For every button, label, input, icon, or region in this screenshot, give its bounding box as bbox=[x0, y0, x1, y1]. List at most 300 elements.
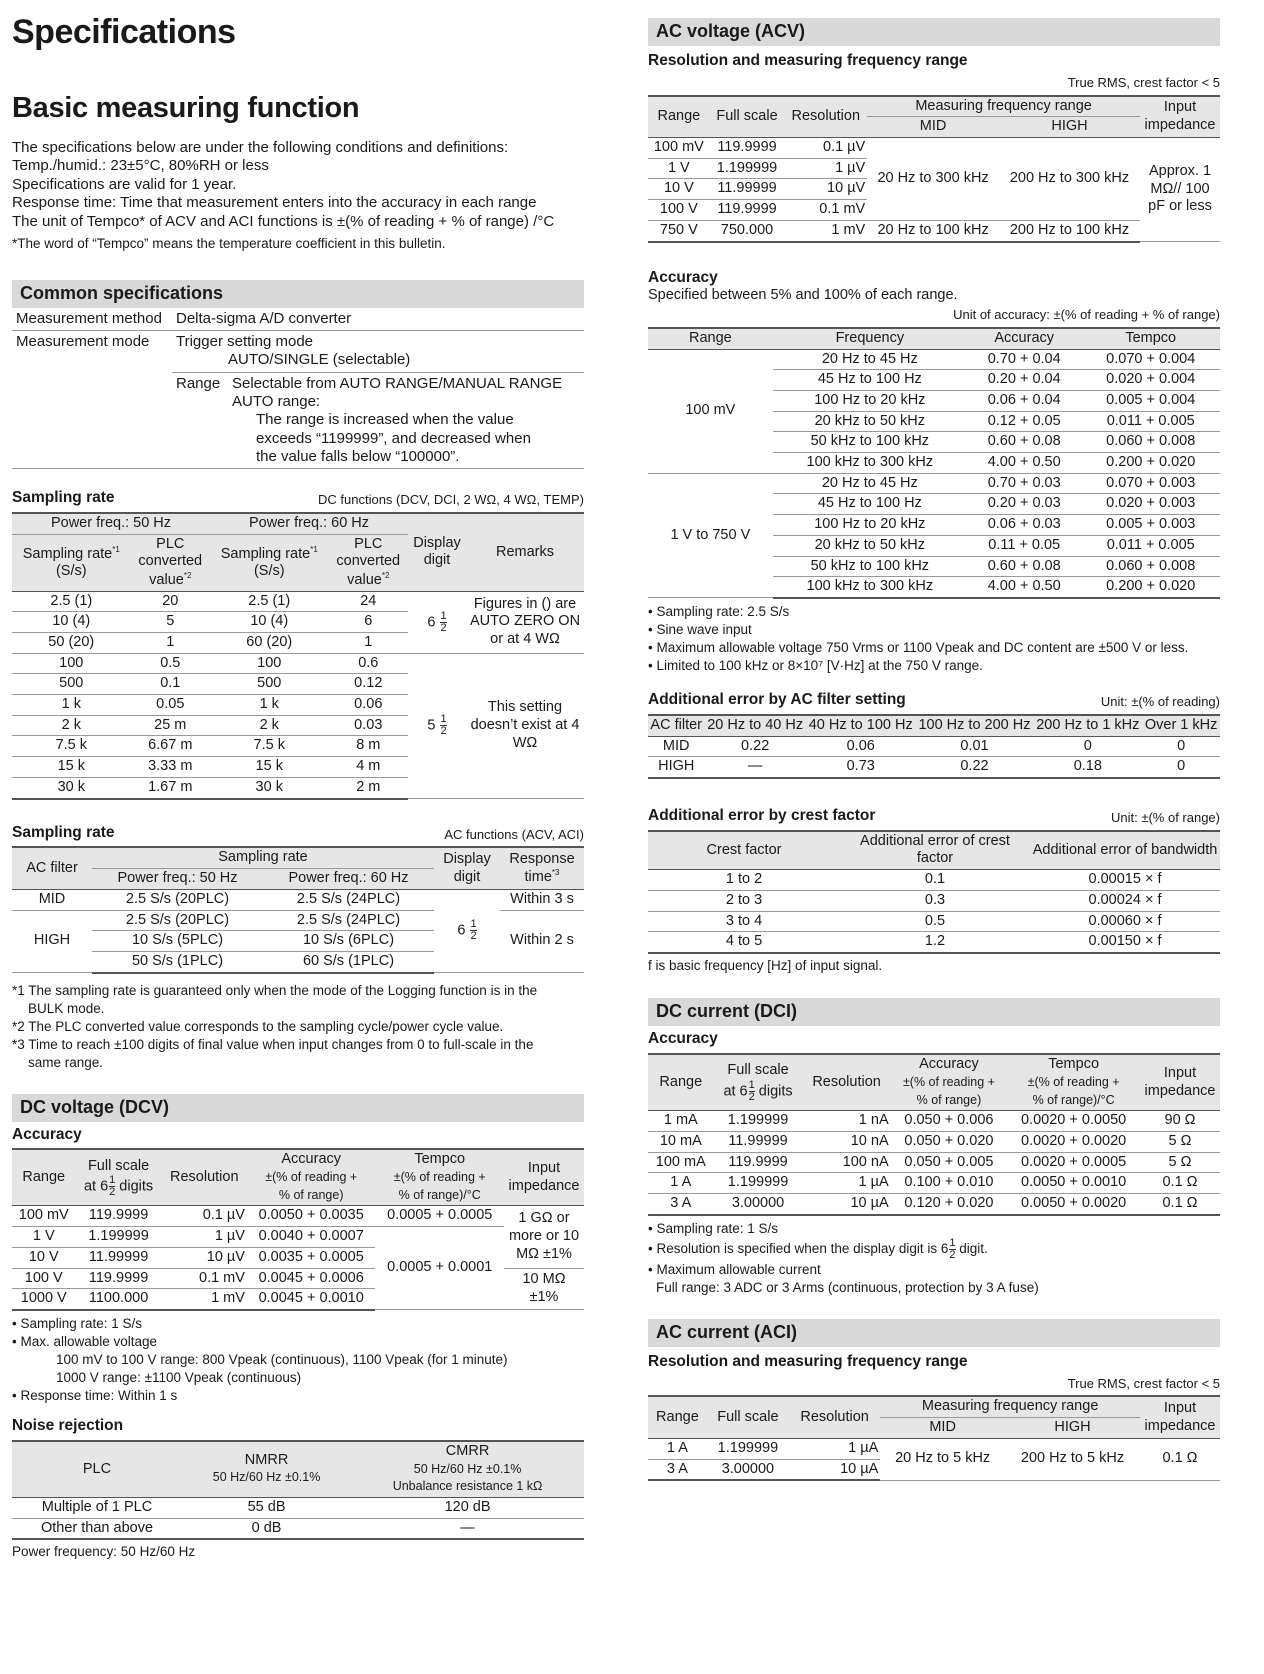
table-cell: Approx. 1 MΩ// 100 pF or less bbox=[1140, 138, 1220, 242]
table-header-cell: MID bbox=[867, 117, 999, 138]
mode-value bbox=[172, 331, 584, 373]
method-value: Delta-sigma A/D converter bbox=[172, 308, 584, 331]
text-span: digit. bbox=[959, 1240, 988, 1256]
table-cell: 0.1 mV bbox=[784, 200, 867, 221]
table-cell: 1 k bbox=[210, 695, 329, 716]
table-row bbox=[648, 1396, 1220, 1417]
table-header-cell: Input impedance bbox=[504, 1149, 584, 1206]
table-cell: 100 mV bbox=[12, 1206, 76, 1227]
table-cell: 45 Hz to 100 Hz bbox=[773, 370, 967, 391]
table-header-cell: Frequency bbox=[773, 328, 967, 349]
text-span: Unbalance resistance 1 kΩ bbox=[392, 1479, 543, 1494]
intro-line: The specifications below are under the following conditions and definitions: bbox=[12, 138, 509, 156]
aci-header: AC current (ACI) bbox=[648, 1319, 1220, 1347]
table-cell: 200 Hz to 300 kHz bbox=[999, 138, 1140, 221]
table-cell: 1 A bbox=[648, 1173, 714, 1194]
table-header-cell: Resolution bbox=[803, 1054, 891, 1111]
text-span: • Sine wave input bbox=[648, 621, 752, 637]
basic-title: Basic measuring function bbox=[12, 92, 360, 125]
text-span: • Maximum allowable current bbox=[648, 1261, 821, 1277]
crest-unit: Unit: ±(% of range) bbox=[1110, 809, 1220, 825]
table-header-cell bbox=[891, 1054, 1008, 1111]
table-cell: 1 k bbox=[12, 695, 131, 716]
table-row bbox=[648, 831, 1220, 870]
text-span: % of range)/°C bbox=[398, 1187, 481, 1202]
table-header-cell: MID bbox=[880, 1418, 1005, 1439]
table-row bbox=[648, 473, 1220, 494]
text-span: 50 Hz/60 Hz ±0.1% bbox=[413, 1461, 522, 1476]
table-cell: 0.005 + 0.004 bbox=[1081, 391, 1220, 412]
text-span: 2 bbox=[949, 1248, 956, 1261]
table-header-cell: Accuracy bbox=[967, 328, 1082, 349]
crest-title: Additional error by crest factor bbox=[648, 806, 876, 824]
table-cell: 0.00060 × f bbox=[1030, 911, 1220, 932]
table-row bbox=[648, 1111, 1220, 1132]
table-cell: 60 S/s (1PLC) bbox=[263, 951, 434, 972]
text-span: *1 bbox=[310, 544, 318, 554]
digit-cell bbox=[408, 591, 466, 653]
th-display-digit: Display digit bbox=[434, 847, 500, 889]
table-cell: 2 m bbox=[329, 777, 408, 798]
noise-title: Noise rejection bbox=[12, 1416, 124, 1434]
table-cell: 2 k bbox=[12, 715, 131, 736]
remark-cell: Figures in () are AUTO ZERO ON or at 4 WΩ bbox=[466, 591, 584, 653]
acfilter-unit: Unit: ±(% of reading) bbox=[1100, 693, 1220, 709]
sr-ac-table bbox=[12, 846, 584, 973]
table-cell: 0.020 + 0.004 bbox=[1081, 370, 1220, 391]
auto-range-label: AUTO range: bbox=[232, 392, 321, 410]
noise-table bbox=[12, 1440, 584, 1540]
th-rate bbox=[12, 534, 131, 591]
table-cell: 0.050 + 0.020 bbox=[891, 1132, 1008, 1153]
text-span: 1 bbox=[470, 918, 477, 931]
table-row bbox=[648, 220, 1220, 241]
table-cell: 750 V bbox=[648, 220, 710, 241]
table-header-cell bbox=[351, 1441, 584, 1498]
text-span: • Sampling rate: 1 S/s bbox=[648, 1220, 779, 1236]
table-cell: 10 µV bbox=[784, 179, 867, 200]
table-cell: 100 mA bbox=[648, 1152, 714, 1173]
table-cell: 2.5 S/s (24PLC) bbox=[263, 910, 434, 931]
table-cell: 0.5 bbox=[840, 911, 1030, 932]
th-pf50: Power freq.: 50 Hz bbox=[12, 513, 210, 534]
sr-ac-scope: AC functions (ACV, ACI) bbox=[444, 826, 584, 842]
table-row bbox=[648, 1132, 1220, 1153]
table-cell: 2.5 (1) bbox=[12, 591, 131, 612]
table-cell: 0 bbox=[1142, 736, 1220, 757]
table-cell: 119.9999 bbox=[76, 1268, 162, 1289]
text-span: • Sampling rate: 1 S/s bbox=[12, 1315, 143, 1331]
table-cell: 0.060 + 0.008 bbox=[1081, 556, 1220, 577]
table-header-cell: Measuring frequency range bbox=[867, 96, 1140, 117]
table-cell: 0.06 + 0.04 bbox=[967, 391, 1082, 412]
table-cell: 0.06 bbox=[329, 695, 408, 716]
table-cell: 2.5 S/s (20PLC) bbox=[92, 889, 263, 910]
table-cell: 119.9999 bbox=[710, 200, 785, 221]
table-cell: 3 A bbox=[648, 1459, 707, 1480]
dcv-header: DC voltage (DCV) bbox=[12, 1094, 584, 1122]
table-cell: — bbox=[351, 1518, 584, 1539]
table-cell: 0.22 bbox=[704, 736, 805, 757]
table-header-cell bbox=[1007, 1054, 1140, 1111]
table-cell: 0.0045 + 0.0010 bbox=[247, 1289, 376, 1310]
table-cell: 1.67 m bbox=[131, 777, 210, 798]
table-cell: 0.1 µV bbox=[784, 138, 867, 159]
trigger-label: Trigger setting mode bbox=[176, 333, 314, 351]
table-header-cell: Resolution bbox=[789, 1396, 880, 1438]
text-span: 1 bbox=[748, 1079, 755, 1092]
table-cell: 0.1 mV bbox=[162, 1268, 247, 1289]
table-cell: 3.33 m bbox=[131, 757, 210, 778]
half-fraction bbox=[440, 611, 446, 634]
table-cell: Within 2 s bbox=[500, 910, 584, 973]
table-cell: 1 µV bbox=[784, 158, 867, 179]
table-cell: 8 m bbox=[329, 736, 408, 757]
table-header-cell bbox=[182, 1441, 351, 1498]
table-cell: 0.060 + 0.008 bbox=[1081, 432, 1220, 453]
acv-acc-title: Accuracy bbox=[648, 268, 718, 286]
th-rate: Sampling rate bbox=[92, 847, 434, 868]
table-cell: 1 nA bbox=[803, 1111, 891, 1132]
table-cell: 0.050 + 0.005 bbox=[891, 1152, 1008, 1173]
table-cell: 20 Hz to 45 Hz bbox=[773, 349, 967, 370]
table-row bbox=[12, 372, 584, 468]
table-cell: 0.0050 + 0.0010 bbox=[1007, 1173, 1140, 1194]
text-span: Sampling rate bbox=[220, 545, 311, 562]
th-response bbox=[500, 847, 584, 889]
table-cell: 1 V bbox=[12, 1227, 76, 1248]
right-column bbox=[648, 0, 1220, 1481]
method-label: Measurement method bbox=[12, 308, 172, 331]
table-cell: 7.5 k bbox=[210, 736, 329, 757]
table-cell: 2.5 S/s (24PLC) bbox=[263, 889, 434, 910]
th-plc bbox=[131, 534, 210, 591]
text-span: 5 bbox=[427, 717, 436, 734]
table-cell: 3 to 4 bbox=[648, 911, 840, 932]
text-span: Full scale bbox=[87, 1157, 150, 1174]
table-row bbox=[12, 331, 584, 373]
text-span: at 6 bbox=[723, 1083, 748, 1100]
table-cell: 1 µA bbox=[789, 1438, 880, 1459]
table-row bbox=[648, 736, 1220, 757]
text-span: (S/s) bbox=[253, 563, 285, 580]
th-pf60: Power freq.: 60 Hz bbox=[210, 513, 408, 534]
table-cell: 5 bbox=[131, 612, 210, 633]
table-row bbox=[12, 1149, 584, 1206]
table-cell: 0.005 + 0.003 bbox=[1081, 515, 1220, 536]
table-cell: 1.199999 bbox=[707, 1438, 789, 1459]
footnotes bbox=[12, 982, 584, 1072]
range-block bbox=[172, 372, 584, 468]
text-span: • Max. allowable voltage bbox=[12, 1333, 158, 1349]
table-cell: 0.12 + 0.05 bbox=[967, 411, 1082, 432]
auto-range-line: exceeds “1199999”, and decreased when bbox=[256, 429, 531, 447]
table-cell: 0.100 + 0.010 bbox=[891, 1173, 1008, 1194]
table-header-cell: 100 Hz to 200 Hz bbox=[916, 715, 1034, 736]
table-row bbox=[12, 653, 584, 674]
table-cell: 0.70 + 0.03 bbox=[967, 473, 1082, 494]
tempco-note: *The word of “Tempco” means the temperature coefficient in this bulletin. bbox=[12, 236, 446, 252]
table-cell: 0.0045 + 0.0006 bbox=[247, 1268, 376, 1289]
table-header-cell: Input impedance bbox=[1140, 96, 1220, 138]
table-row bbox=[12, 847, 584, 868]
table-cell: 20 kHz to 50 kHz bbox=[773, 535, 967, 556]
text-span: 2 bbox=[748, 1091, 755, 1104]
table-cell: 15 k bbox=[210, 757, 329, 778]
table-cell: 24 bbox=[329, 591, 408, 612]
acfilter-table bbox=[648, 714, 1220, 779]
table-cell: 3.00000 bbox=[714, 1194, 803, 1215]
table-cell: MID bbox=[648, 736, 704, 757]
table-row bbox=[648, 349, 1220, 370]
text-span: value bbox=[149, 571, 184, 588]
table-cell: 0.120 + 0.020 bbox=[891, 1194, 1008, 1215]
auto-range-line: the value falls below “100000”. bbox=[256, 447, 460, 465]
text-span: converted bbox=[138, 553, 203, 570]
table-cell: 0.06 bbox=[806, 736, 916, 757]
th-pf60: Power freq.: 60 Hz bbox=[263, 869, 434, 890]
aci-sub: Resolution and measuring frequency range bbox=[648, 1352, 968, 1370]
table-cell: 100 Hz to 20 kHz bbox=[773, 391, 967, 412]
dci-notes bbox=[648, 1220, 1220, 1297]
table-cell: Multiple of 1 PLC bbox=[12, 1497, 182, 1518]
table-cell: 0.0050 + 0.0020 bbox=[1007, 1194, 1140, 1215]
table-cell: 1100.000 bbox=[76, 1289, 162, 1310]
table-row bbox=[648, 911, 1220, 932]
table-cell: 20 Hz to 5 kHz bbox=[880, 1438, 1005, 1480]
table-cell: 0 bbox=[1142, 757, 1220, 778]
table-cell: 10 V bbox=[12, 1247, 76, 1268]
table-cell: 10 µA bbox=[803, 1194, 891, 1215]
table-cell: 11.99999 bbox=[76, 1247, 162, 1268]
table-cell bbox=[12, 372, 172, 468]
text-span: *2 The PLC converted value corresponds to the sampling cycle/power cycle value. bbox=[12, 1018, 504, 1034]
table-cell: 0.20 + 0.03 bbox=[967, 494, 1082, 515]
table-cell: 20 Hz to 100 kHz bbox=[867, 220, 999, 241]
table-header-cell: HIGH bbox=[999, 117, 1140, 138]
dci-header: DC current (DCI) bbox=[648, 998, 1220, 1026]
text-span: same range. bbox=[28, 1054, 104, 1070]
dci-table bbox=[648, 1053, 1220, 1216]
table-row bbox=[648, 870, 1220, 891]
table-cell: 1.199999 bbox=[714, 1111, 803, 1132]
th-rate bbox=[210, 534, 329, 591]
basic-intro bbox=[12, 139, 584, 254]
half-fraction bbox=[470, 919, 476, 942]
table-cell: HIGH bbox=[648, 757, 704, 778]
table-cell: 0.03 bbox=[329, 715, 408, 736]
acv-acc-desc: Specified between 5% and 100% of each range. bbox=[648, 287, 958, 304]
text-span: *3 bbox=[551, 868, 560, 878]
table-cell: 1 V to 750 V bbox=[648, 473, 773, 598]
table-cell: 0.070 + 0.004 bbox=[1081, 349, 1220, 370]
table-cell: 0.22 bbox=[916, 757, 1034, 778]
text-span: digits bbox=[758, 1083, 793, 1100]
table-cell: 20 bbox=[131, 591, 210, 612]
text-span: 50 Hz/60 Hz ±0.1% bbox=[212, 1470, 321, 1485]
table-cell: 100 V bbox=[12, 1268, 76, 1289]
dci-accuracy-title: Accuracy bbox=[648, 1030, 718, 1048]
table-cell: 0.05 bbox=[131, 695, 210, 716]
table-cell: 10 S/s (6PLC) bbox=[263, 931, 434, 952]
text-span: (S/s) bbox=[55, 563, 87, 580]
table-row bbox=[648, 1054, 1220, 1111]
text-span: % of range)/°C bbox=[1032, 1092, 1115, 1107]
table-row bbox=[648, 1438, 1220, 1459]
text-span: ±(% of reading + bbox=[265, 1170, 358, 1185]
text-span: 2 bbox=[109, 1186, 116, 1199]
table-cell: 5 Ω bbox=[1140, 1152, 1220, 1173]
th-remarks: Remarks bbox=[466, 513, 584, 591]
text-span: 2 bbox=[440, 621, 447, 634]
table-cell: 10 mA bbox=[648, 1132, 714, 1153]
table-cell: 0.11 + 0.05 bbox=[967, 535, 1082, 556]
table-row bbox=[648, 1194, 1220, 1215]
acv-acc-unit: Unit of accuracy: ±(% of reading + % of range) bbox=[953, 307, 1220, 323]
table-cell: 0.20 + 0.04 bbox=[967, 370, 1082, 391]
table-cell: 55 dB bbox=[182, 1497, 351, 1518]
table-cell: 0.1 Ω bbox=[1140, 1194, 1220, 1215]
table-cell: 120 dB bbox=[351, 1497, 584, 1518]
table-header-cell: Over 1 kHz bbox=[1142, 715, 1220, 736]
remark-cell: This setting doesn’t exist at 4 WΩ bbox=[466, 653, 584, 798]
table-cell: 30 k bbox=[210, 777, 329, 798]
text-span: % of range) bbox=[278, 1187, 344, 1202]
table-header-cell: Crest factor bbox=[648, 831, 840, 870]
table-cell: 10 µA bbox=[789, 1459, 880, 1480]
text-span: *1 bbox=[112, 544, 120, 554]
intro-line: Response time: Time that measurement enters into the accuracy in each range bbox=[12, 194, 537, 212]
table-cell: 50 kHz to 100 kHz bbox=[773, 556, 967, 577]
table-cell: 25 m bbox=[131, 715, 210, 736]
table-header-cell: Range bbox=[648, 96, 710, 138]
table-row bbox=[648, 138, 1220, 159]
table-cell: 1 µV bbox=[162, 1227, 247, 1248]
table-header-cell: Resolution bbox=[784, 96, 867, 138]
table-cell: 0.200 + 0.020 bbox=[1081, 577, 1220, 598]
table-header-cell: Range bbox=[648, 1396, 707, 1438]
table-cell: 7.5 k bbox=[12, 736, 131, 757]
table-cell: 1.199999 bbox=[714, 1173, 803, 1194]
acv-table bbox=[648, 95, 1220, 243]
acv-header: AC voltage (ACV) bbox=[648, 18, 1220, 46]
half-fraction bbox=[440, 714, 446, 737]
table-header-cell: Additional error of crest factor bbox=[840, 831, 1030, 870]
table-row bbox=[648, 890, 1220, 911]
table-cell: 10 MΩ ±1% bbox=[504, 1268, 584, 1310]
table-cell: 0.0005 + 0.0001 bbox=[375, 1227, 504, 1310]
text-span: NMRR bbox=[244, 1451, 289, 1468]
table-header-cell: Full scale bbox=[710, 96, 785, 138]
text-span: Tempco bbox=[1048, 1056, 1100, 1073]
text-span: 1000 V range: ±1100 Vpeak (continuous) bbox=[56, 1369, 302, 1385]
sr-ac-title: Sampling rate bbox=[12, 823, 115, 841]
table-row bbox=[648, 715, 1220, 736]
table-cell: 200 Hz to 5 kHz bbox=[1005, 1438, 1140, 1480]
table-cell: 100 bbox=[210, 653, 329, 674]
text-span: Full scale bbox=[727, 1062, 789, 1079]
table-cell: 0 bbox=[1033, 736, 1142, 757]
table-cell: 2.5 S/s (20PLC) bbox=[92, 910, 263, 931]
acv-acc-table bbox=[648, 327, 1220, 599]
table-cell: 10 nA bbox=[803, 1132, 891, 1153]
table-cell: 1 bbox=[131, 633, 210, 654]
table-header-cell: Range bbox=[648, 328, 773, 349]
th-plc bbox=[329, 534, 408, 591]
text-span: Response time bbox=[509, 850, 575, 886]
table-cell: 10 (4) bbox=[210, 612, 329, 633]
sr-dc-title: Sampling rate bbox=[12, 489, 115, 507]
table-header-cell bbox=[247, 1149, 376, 1206]
table-cell: 0.01 bbox=[916, 736, 1034, 757]
table-cell: 0.60 + 0.08 bbox=[967, 556, 1082, 577]
table-header-cell: Resolution bbox=[162, 1149, 247, 1206]
table-cell: 3 A bbox=[648, 1194, 714, 1215]
table-cell: 10 µV bbox=[162, 1247, 247, 1268]
table-row bbox=[12, 1227, 584, 1248]
table-cell: 500 bbox=[12, 674, 131, 695]
table-cell: 6 bbox=[329, 612, 408, 633]
acv-notes bbox=[648, 603, 1220, 675]
table-cell: 2.5 (1) bbox=[210, 591, 329, 612]
range-value: Selectable from AUTO RANGE/MANUAL RANGE bbox=[232, 374, 563, 392]
table-cell: 11.99999 bbox=[714, 1132, 803, 1153]
table-row bbox=[12, 308, 584, 331]
table-cell: 0.1 bbox=[131, 674, 210, 695]
table-cell: 1 mV bbox=[162, 1289, 247, 1310]
table-cell: — bbox=[704, 757, 805, 778]
table-cell: 0.0040 + 0.0007 bbox=[247, 1227, 376, 1248]
text-span: • Response time: Within 1 s bbox=[12, 1387, 178, 1403]
text-span: BULK mode. bbox=[28, 1000, 105, 1016]
table-cell: 119.9999 bbox=[714, 1152, 803, 1173]
noise-footer: Power frequency: 50 Hz/60 Hz bbox=[12, 1544, 196, 1560]
table-cell: 119.9999 bbox=[710, 138, 785, 159]
table-cell: 20 Hz to 300 kHz bbox=[867, 138, 999, 221]
table-row bbox=[648, 932, 1220, 953]
table-cell: 1 mV bbox=[784, 220, 867, 241]
table-cell: 2 to 3 bbox=[648, 890, 840, 911]
table-cell: 200 Hz to 100 kHz bbox=[999, 220, 1140, 241]
text-span: *3 Time to reach ±100 digits of final value when input changes from 0 to full-scale in the bbox=[12, 1036, 534, 1052]
table-cell: 0.18 bbox=[1033, 757, 1142, 778]
table-header-cell: Range bbox=[12, 1149, 76, 1206]
table-cell: 100 Hz to 20 kHz bbox=[773, 515, 967, 536]
text-span: CMRR bbox=[445, 1442, 490, 1459]
table-cell: 0.1 bbox=[840, 870, 1030, 891]
table-cell: 0.050 + 0.006 bbox=[891, 1111, 1008, 1132]
text-span: value bbox=[347, 571, 382, 588]
table-header-cell: 20 Hz to 40 Hz bbox=[704, 715, 805, 736]
table-cell: 0.0035 + 0.0005 bbox=[247, 1247, 376, 1268]
table-header-cell: Input impedance bbox=[1140, 1054, 1220, 1111]
range-label: Range bbox=[176, 374, 221, 392]
text-span: Tempco bbox=[414, 1151, 466, 1168]
table-cell: 30 k bbox=[12, 777, 131, 798]
th-display-digit: Display digit bbox=[408, 513, 466, 591]
table-cell: 0.60 + 0.08 bbox=[967, 432, 1082, 453]
crest-footer: f is basic frequency [Hz] of input signal. bbox=[648, 957, 883, 973]
table-cell: 0 dB bbox=[182, 1518, 351, 1539]
table-cell: 1.199999 bbox=[710, 158, 785, 179]
table-cell: 0.1 Ω bbox=[1140, 1438, 1220, 1480]
table-cell: 100 kHz to 300 kHz bbox=[773, 453, 967, 474]
table-cell: 0.1 µV bbox=[162, 1206, 247, 1227]
table-row bbox=[648, 328, 1220, 349]
text-span: 1 bbox=[440, 609, 447, 622]
aci-table bbox=[648, 1395, 1220, 1481]
digit-cell bbox=[408, 653, 466, 798]
